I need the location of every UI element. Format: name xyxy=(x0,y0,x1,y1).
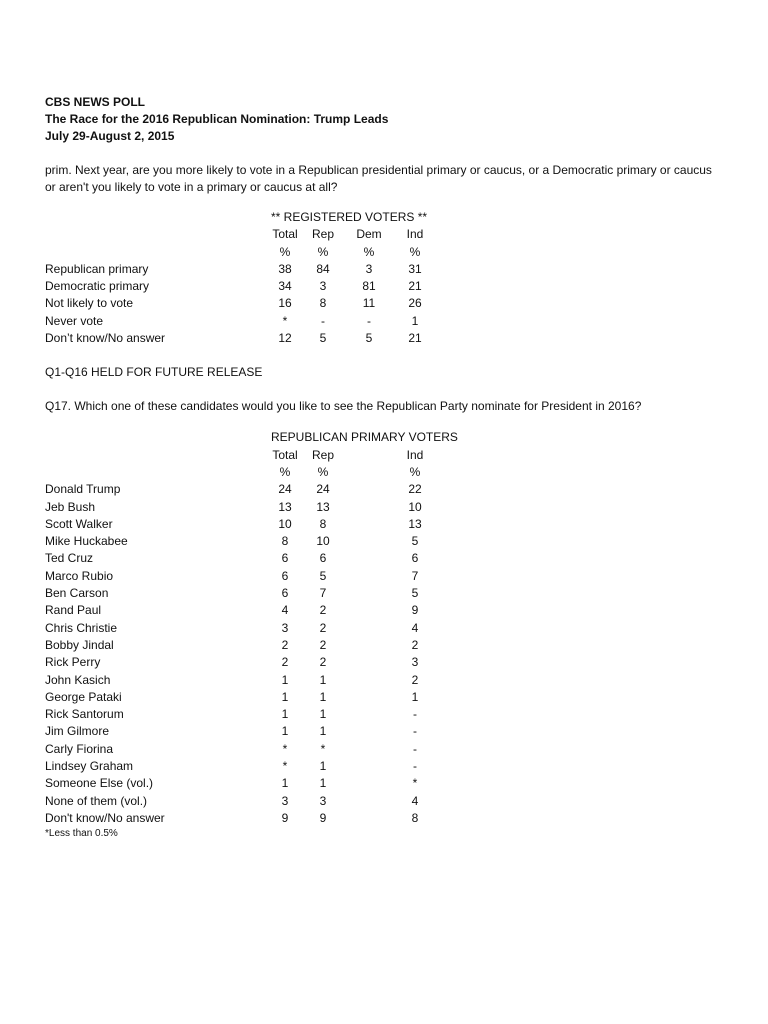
cell-value: 16 xyxy=(278,296,292,311)
cell-value: * xyxy=(282,313,288,328)
row-label: Jim Gilmore xyxy=(45,724,110,739)
cell-value: 3 xyxy=(319,793,327,808)
cell-value: - xyxy=(321,313,325,328)
unit-label: % xyxy=(409,464,421,479)
row-label: Not likely to vote xyxy=(45,296,134,311)
cell-value: 9 xyxy=(319,810,327,825)
cell-value: 10 xyxy=(278,516,292,531)
cell-value: 4 xyxy=(411,620,419,635)
table-row xyxy=(45,810,483,827)
cell-value: 3 xyxy=(319,279,327,294)
row-label: Mike Huckabee xyxy=(45,534,128,549)
cell-value: 13 xyxy=(316,499,330,514)
unit-label: % xyxy=(317,464,329,479)
row-label: Marco Rubio xyxy=(45,568,114,583)
cell-value: 2 xyxy=(319,637,327,652)
cell-value: 24 xyxy=(316,482,330,497)
cell-value: 1 xyxy=(281,672,289,687)
table-row xyxy=(45,654,483,671)
document-title: The Race for the 2016 Republican Nomination: Trump Leads xyxy=(45,112,389,126)
row-label: Don’t know/No answer xyxy=(45,331,166,346)
cell-value: 3 xyxy=(281,620,289,635)
row-label: Someone Else (vol.) xyxy=(45,776,154,791)
column-header: Dem xyxy=(356,227,382,242)
table-row xyxy=(45,585,483,602)
cell-value: 2 xyxy=(319,620,327,635)
cell-value: 1 xyxy=(281,776,289,791)
q17-table xyxy=(45,429,483,827)
cell-value: 9 xyxy=(281,810,289,825)
cell-value: 13 xyxy=(408,516,422,531)
row-label: John Kasich xyxy=(45,672,111,687)
row-label: Never vote xyxy=(45,313,104,328)
unit-label: % xyxy=(409,244,421,259)
prim-table xyxy=(45,209,439,347)
cell-value: 6 xyxy=(281,586,289,601)
table-row xyxy=(45,793,483,810)
cell-value: - xyxy=(367,313,371,328)
unit-row xyxy=(45,464,483,481)
row-label: Rick Santorum xyxy=(45,707,124,722)
row-label: Lindsey Graham xyxy=(45,759,134,774)
row-label: Republican primary xyxy=(45,261,149,276)
column-header: Ind xyxy=(406,447,424,462)
cell-value: 2 xyxy=(319,603,327,618)
cell-value: 38 xyxy=(278,261,292,276)
cell-value: 2 xyxy=(319,655,327,670)
unit-spacer xyxy=(45,464,271,481)
cell-value: 2 xyxy=(281,637,289,652)
table-row xyxy=(45,499,483,516)
cell-value: 6 xyxy=(319,551,327,566)
table-row xyxy=(45,313,439,330)
table-row xyxy=(45,758,483,775)
cell-value: 21 xyxy=(408,279,422,294)
cell-value: * xyxy=(412,776,418,791)
row-label: Carly Fiorina xyxy=(45,741,114,756)
unit-label: % xyxy=(363,244,375,259)
cell-value: 24 xyxy=(278,482,292,497)
table-row xyxy=(45,261,439,278)
row-label: Donald Trump xyxy=(45,482,121,497)
row-label: George Pataki xyxy=(45,689,122,704)
row-label: Scott Walker xyxy=(45,516,113,531)
row-label: Jeb Bush xyxy=(45,499,96,514)
table-row xyxy=(45,516,483,533)
cell-value: 10 xyxy=(408,499,422,514)
cell-value: 3 xyxy=(365,261,373,276)
unit-label: % xyxy=(317,244,329,259)
header-spacer xyxy=(45,447,271,464)
row-label: Ben Carson xyxy=(45,586,109,601)
cell-value: 6 xyxy=(281,551,289,566)
unit-label: % xyxy=(279,244,291,259)
cell-value: - xyxy=(413,759,417,774)
row-label: None of them (vol.) xyxy=(45,793,148,808)
cell-value: 5 xyxy=(365,331,373,346)
cell-value: 6 xyxy=(281,568,289,583)
cell-value: 26 xyxy=(408,296,422,311)
cell-value: 8 xyxy=(281,534,289,549)
cell-value: 4 xyxy=(411,793,419,808)
unit-label: % xyxy=(279,464,291,479)
cell-value: 5 xyxy=(319,331,327,346)
cell-value: 1 xyxy=(281,707,289,722)
cell-value: 2 xyxy=(411,672,419,687)
cell-value: 8 xyxy=(319,516,327,531)
poll-source: CBS NEWS POLL xyxy=(45,95,146,109)
cell-value: 1 xyxy=(319,689,327,704)
cell-value: - xyxy=(413,707,417,722)
table-row xyxy=(45,278,439,295)
table-row xyxy=(45,775,483,792)
cell-value: * xyxy=(282,741,288,756)
unit-row xyxy=(45,244,439,261)
cell-value: 1 xyxy=(319,707,327,722)
banner-row xyxy=(45,429,483,446)
row-label: Rand Paul xyxy=(45,603,102,618)
row-label: Democratic primary xyxy=(45,279,150,294)
cell-value: 3 xyxy=(411,655,419,670)
cell-value: 1 xyxy=(319,724,327,739)
cell-value: 3 xyxy=(281,793,289,808)
row-label: Bobby Jindal xyxy=(45,637,114,652)
table-banner: ** REGISTERED VOTERS ** xyxy=(271,210,428,224)
table-banner: REPUBLICAN PRIMARY VOTERS xyxy=(271,430,458,445)
cell-value: 22 xyxy=(408,482,422,497)
table-row xyxy=(45,741,483,758)
cell-value: 1 xyxy=(319,776,327,791)
table-row xyxy=(45,637,483,654)
cell-value: 8 xyxy=(411,810,419,825)
held-note: Q1-Q16 HELD FOR FUTURE RELEASE xyxy=(45,365,263,380)
cell-value: 12 xyxy=(278,331,292,346)
cell-value: 7 xyxy=(319,586,327,601)
table-row xyxy=(45,550,483,567)
document-header xyxy=(45,94,725,145)
cell-value: * xyxy=(282,759,288,774)
column-header: Rep xyxy=(311,227,334,242)
column-header: Total xyxy=(272,227,298,242)
cell-value: 81 xyxy=(362,279,376,294)
cell-value: 4 xyxy=(281,603,289,618)
q17-question: Q17. Which one of these candidates would you like to see the Republican Party nominate for President in 2016? xyxy=(45,399,642,414)
column-header-row xyxy=(45,447,483,464)
cell-value: 9 xyxy=(411,603,419,618)
table-row xyxy=(45,689,483,706)
cell-value: 1 xyxy=(319,759,327,774)
cell-value: 13 xyxy=(278,499,292,514)
cell-value: 7 xyxy=(411,568,419,583)
table-row xyxy=(45,602,483,619)
table-row xyxy=(45,533,483,550)
cell-value: * xyxy=(320,741,326,756)
cell-value: 2 xyxy=(281,655,289,670)
cell-value: 1 xyxy=(281,724,289,739)
cell-value: 1 xyxy=(281,689,289,704)
cell-value: 84 xyxy=(316,261,330,276)
cell-value: 5 xyxy=(411,586,419,601)
row-label: Don't know/No answer xyxy=(45,810,165,825)
column-header-row xyxy=(45,226,439,243)
footnote: *Less than 0.5% xyxy=(45,828,118,840)
column-header: Total xyxy=(272,447,298,462)
cell-value: 10 xyxy=(316,534,330,549)
poll-document xyxy=(45,94,725,841)
cell-value: 1 xyxy=(411,689,419,704)
table-row xyxy=(45,620,483,637)
cell-value: 21 xyxy=(408,331,422,346)
banner-spacer xyxy=(45,209,271,226)
cell-value: 5 xyxy=(411,534,419,549)
cell-value: 8 xyxy=(319,296,327,311)
prim-question: prim. Next year, are you more likely to vote in a Republican presidential primary or caucus, or a Democratic primary or caucus or aren't you likely to vote in a primary or caucus at all? xyxy=(45,163,712,194)
table-row xyxy=(45,568,483,585)
table-row xyxy=(45,706,483,723)
cell-value: - xyxy=(413,741,417,756)
row-label: Ted Cruz xyxy=(45,551,94,566)
banner-row xyxy=(45,209,439,226)
cell-value: 11 xyxy=(362,296,376,311)
cell-value: 1 xyxy=(319,672,327,687)
cell-value: 2 xyxy=(411,637,419,652)
table-row xyxy=(45,295,439,312)
table-row xyxy=(45,330,439,347)
table-row xyxy=(45,481,483,498)
cell-value: 5 xyxy=(319,568,327,583)
field-dates: July 29-August 2, 2015 xyxy=(45,129,175,143)
table-row xyxy=(45,723,483,740)
column-header: Ind xyxy=(406,227,424,242)
cell-value: 31 xyxy=(408,261,422,276)
cell-value: 6 xyxy=(411,551,419,566)
unit-spacer xyxy=(45,244,271,261)
table-row xyxy=(45,672,483,689)
row-label: Rick Perry xyxy=(45,655,101,670)
cell-value: - xyxy=(413,724,417,739)
banner-spacer xyxy=(45,429,271,446)
row-label: Chris Christie xyxy=(45,620,118,635)
cell-value: 34 xyxy=(278,279,292,294)
header-spacer xyxy=(45,226,271,243)
column-header: Rep xyxy=(311,447,334,462)
cell-value: 1 xyxy=(411,313,419,328)
